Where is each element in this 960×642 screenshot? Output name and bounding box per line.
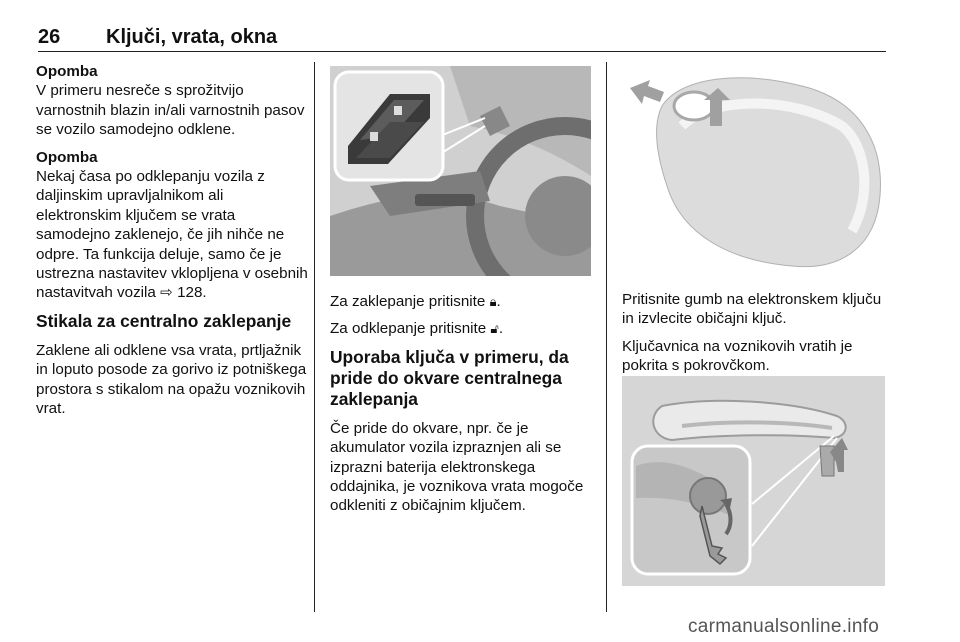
body-text: Pritisnite gumb na elektronskem ključu in izvlecite običajni ključ.: [622, 291, 882, 328]
body-text: Zaklene ali odklene vsa vrata, prtljažnik in loputo posode za gorivo iz potniškega prostora s stikalom na opažu voznikovih vrat.: [36, 341, 307, 418]
electronic-key-illustration: [622, 66, 885, 276]
note-title: Opomba: [36, 148, 98, 166]
lock-instruction: Za zaklepanje pritisnite 🔒︎.: [330, 293, 501, 310]
body-text: Ključavnica na voznikovih vratih je pokrita s pokrovčkom.: [622, 337, 853, 375]
unlock-instruction: Za odklepanje pritisnite 🔓︎.: [330, 320, 504, 338]
page-number: 26: [38, 26, 61, 48]
section-heading: Stikala za centralno zaklepanje: [36, 310, 292, 331]
page-reference[interactable]: 128.: [177, 284, 207, 302]
note-text: Nekaj časa po odklepanju vozila z daljinskim upravljalnikom ali elektronskim ključem se vrata samodejno zaklenejo, če jih nihče ne odpre. Ta funkcija deluje, samo če je ustrezna nastavitev vklopljena v osebnih nastavitvah vozila ⇨ 128.: [36, 168, 308, 302]
column-middle: [330, 292, 592, 524]
door-switch-figure: [330, 66, 591, 276]
electronic-key-figure: [622, 66, 885, 276]
column-divider: [314, 62, 315, 612]
page-ref-arrow-icon: ⇨: [160, 284, 173, 302]
section-heading: Uporaba ključa v primeru, da pride do okvare centralnega zaklepanja: [330, 346, 569, 409]
column-left: [36, 62, 308, 427]
column-right: [622, 290, 888, 384]
chapter-title: Ključi, vrata, okna: [106, 26, 278, 48]
lock-icon: 🔒︎: [489, 294, 497, 309]
note-title: Opomba: [36, 63, 98, 80]
note-text: V primeru nesreče s sprožitvijo varnostnih blazin in/ali varnostnih pasov se vozilo samodejno odklene.: [36, 82, 305, 139]
watermark: carmanualsonline.info: [688, 616, 880, 637]
page-header: [38, 26, 886, 52]
door-handle-figure: [622, 376, 885, 586]
column-divider: [606, 62, 607, 612]
door-switch-illustration: [330, 66, 591, 276]
unlock-icon: 🔓︎: [490, 321, 499, 337]
body-text: Če pride do okvare, npr. če je akumulator vozila izpraznjen ali se izprazni baterija elektronskega oddajnika, je voznikova vrata mogoče odkleniti z običajnim ključem.: [330, 419, 584, 515]
door-handle-illustration: [622, 376, 885, 586]
